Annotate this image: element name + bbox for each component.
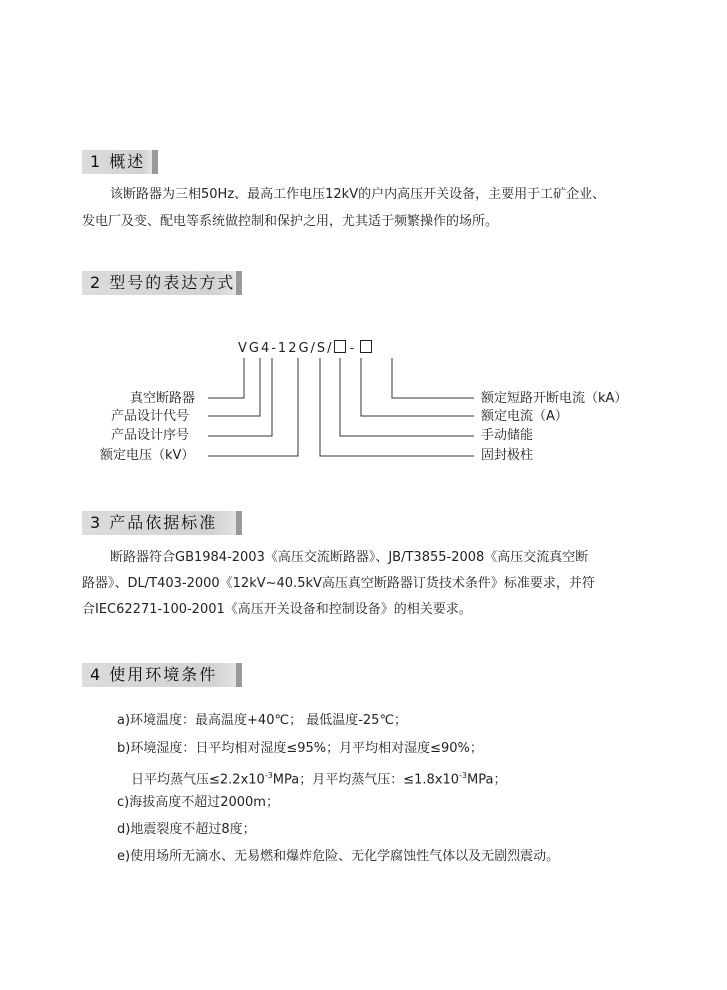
- model-code-text: VG4-12G/S/: [238, 341, 334, 356]
- label-breaking-current: 额定短路开断电流（kA）: [481, 391, 628, 406]
- vapor-pressure-daily: 日平均蒸气压≤2.2x10: [131, 772, 265, 788]
- vapor-exp-1: -3: [264, 771, 273, 780]
- condition-altitude: c)海拔高度不超过2000m；: [117, 795, 279, 810]
- overview-line-1: 该断路器为三相50Hz、最高工作电压12kV的户内高压开关设备，主要用于工矿企业、: [110, 187, 606, 202]
- standards-line-2: 路器》、DL/T403-2000《12kV~40.5kV高压真空断路器订货技术条件》标准要求，并符: [82, 576, 595, 591]
- connector-rated-current: [361, 358, 474, 416]
- condition-seismic: d)地震裂度不超过8度；: [117, 822, 256, 837]
- model-code-separator: -: [349, 341, 357, 356]
- label-vacuum-breaker: 真空断路器: [130, 391, 196, 406]
- breaking-current-placeholder-box: [360, 340, 372, 353]
- standards-line-3: 合IEC62271-100-2001《高压开关设备和控制设备》的相关要求。: [82, 602, 472, 617]
- label-embedded-pole: 固封极柱: [481, 448, 534, 463]
- connector-design-code: [208, 358, 260, 416]
- connector-breaking-current: [392, 358, 474, 398]
- vapor-pressure-monthly: MPa；月平均蒸气压：≤1.8x10: [272, 772, 460, 788]
- model-code: [238, 340, 408, 358]
- label-rated-current: 额定电流（A）: [481, 409, 568, 424]
- section-title-overview: 1 概述: [82, 150, 158, 174]
- label-design-code: 产品设计代号: [111, 409, 190, 424]
- condition-humidity: b)环境湿度：日平均相对湿度≤95%；月平均相对湿度≤90%；: [117, 741, 483, 756]
- section-title-standards: 3 产品依据标准: [82, 511, 242, 535]
- connector-vacuum-breaker: [208, 358, 244, 398]
- condition-vapor-pressure: [131, 768, 506, 788]
- connector-design-serial: [208, 358, 272, 436]
- condition-temperature: a)环境温度：最高温度+40℃； 最低温度-25℃；: [117, 713, 408, 728]
- condition-environment: e)使用场所无滴水、无易燃和爆炸危险、无化学腐蚀性气体以及无剧烈震动。: [117, 849, 560, 864]
- vapor-pressure-unit: MPa；: [467, 772, 507, 788]
- connector-rated-voltage: [208, 358, 298, 456]
- connector-manual-storage: [340, 358, 474, 436]
- overview-line-2: 发电厂及变、配电等系统做控制和保护之用，尤其适于频繁操作的场所。: [82, 214, 499, 229]
- connector-embedded-pole: [320, 358, 474, 456]
- vapor-exp-2: -3: [459, 771, 468, 780]
- section-title-conditions: 4 使用环境条件: [82, 663, 242, 687]
- label-design-serial: 产品设计序号: [111, 428, 190, 443]
- current-placeholder-box: [334, 340, 346, 353]
- label-rated-voltage: 额定电压（kV）: [100, 448, 195, 463]
- standards-line-1: 断路器符合GB1984-2003《高压交流断路器》、JB/T3855-2008《高压交流真空断: [110, 550, 589, 565]
- label-manual-storage: 手动储能: [481, 428, 534, 443]
- section-title-model: 2 型号的表达方式: [82, 271, 242, 295]
